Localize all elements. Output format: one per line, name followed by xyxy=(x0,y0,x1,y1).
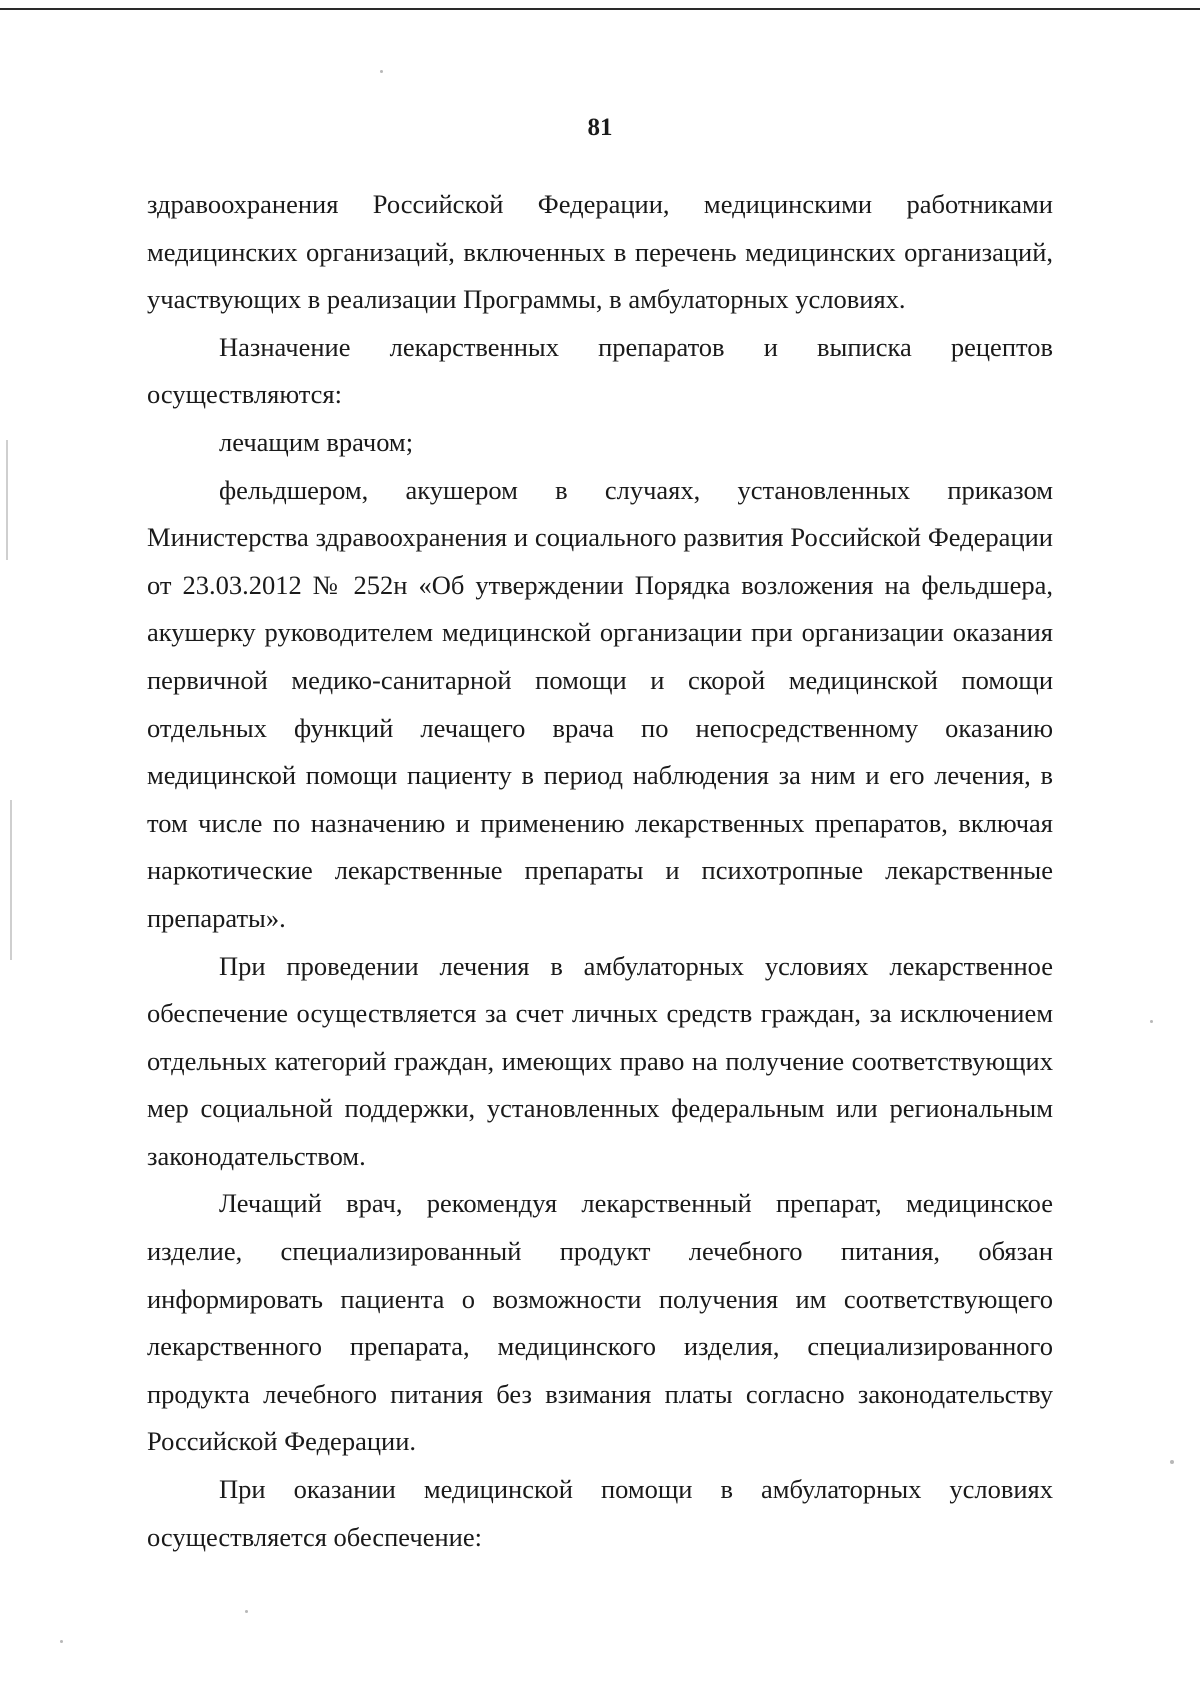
scan-speck xyxy=(380,70,383,73)
paragraph: При оказании медицинской помощи в амбулаторных условиях осуществляется обеспечение: xyxy=(147,1474,1053,1552)
paragraph: здравоохранения Российской Федерации, медицинскими работниками медицинских организаций, включенных в перечень медицинских организаций, участвующих в реализации Программы, в амбулаторных условиях. xyxy=(147,189,1053,315)
page-number: 81 xyxy=(587,114,613,141)
scan-speck xyxy=(245,1610,248,1613)
scan-speck xyxy=(1150,1020,1153,1023)
paragraph: Лечащий врач, рекомендуя лекарственный препарат, медицинское изделие, специализированный продукт лечебного питания, обязан информировать пациента о возможности получения им соответствующего лекарственного препарата, медицинского изделия, специализированного продукта лечебного питания без взимания платы согласно законодательству Российской Федерации. xyxy=(147,1188,1053,1457)
scan-artifact xyxy=(10,800,12,960)
scan-artifact xyxy=(6,440,8,560)
scan-top-border xyxy=(0,8,1200,10)
scan-speck xyxy=(60,1640,63,1643)
paragraph: При проведении лечения в амбулаторных условиях лекарственное обеспечение осуществляется за счет личных средств граждан, за исключением отдельных категорий граждан, имеющих право на получение соответствующих мер социальной поддержки, установленных федеральным или региональным законодательством. xyxy=(147,950,1053,1171)
paragraph: фельдшером, акушером в случаях, установленных приказом Министерства здравоохранения и социального развития Российской Федерации от 23.03.2012 № 252н «Об утверждении Порядка возложения на фельдшера, акушерку руководителем медицинской организации при организации оказания первичной медико-санитарной помощи и скорой медицинской помощи отдельных функций лечащего врача по непосредственному оказанию медицинской помощи пациенту в период наблюдения за ним и его лечения, в том числе по назначению и применению лекарственных препаратов, включая наркотические лекарственные препараты и психотропные лекарственные препараты». xyxy=(147,474,1053,933)
document-body xyxy=(147,181,1053,1561)
paragraph: лечащим врачом; xyxy=(219,426,414,457)
scan-speck xyxy=(1170,1460,1174,1464)
paragraph: Назначение лекарственных препаратов и выписка рецептов осуществляются: xyxy=(147,331,1053,410)
